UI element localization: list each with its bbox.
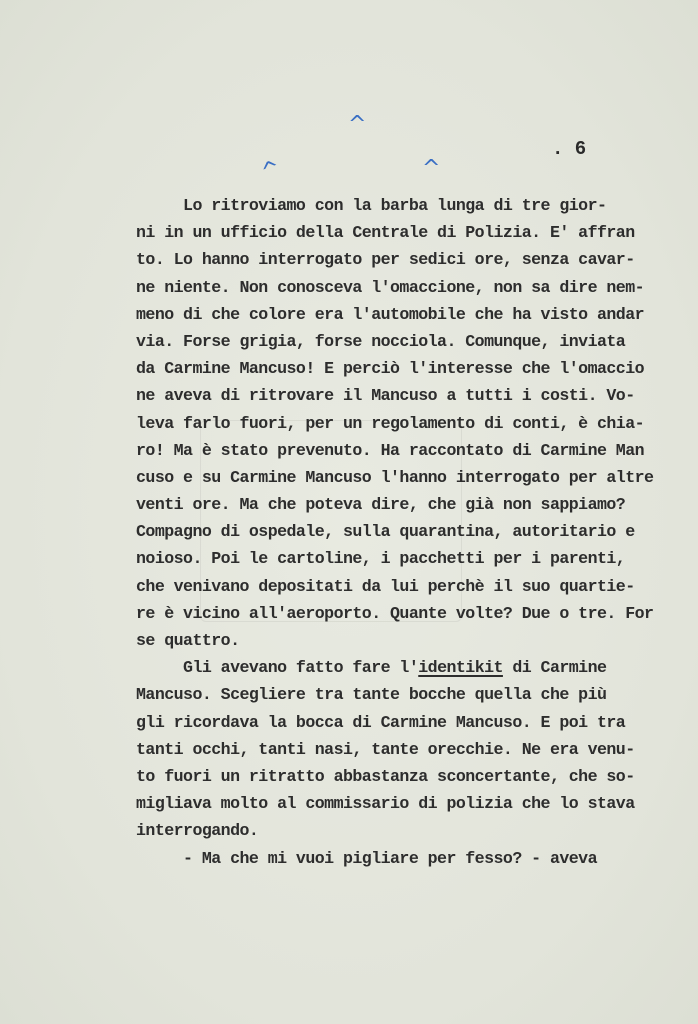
proof-caret-mark: ^ xyxy=(422,156,441,181)
text-line: tanti occhi, tanti nasi, tante orecchie. Ne era venu- xyxy=(136,739,635,759)
text-line: ro! Ma è stato prevenuto. Ha raccontato di Carmine Man xyxy=(136,440,645,460)
text-line: venti ore. Ma che poteva dire, che già non sappiamo? xyxy=(136,495,626,515)
text-line: Gli avevano fatto fare l'identikit di Carmine xyxy=(136,658,607,678)
text-line: da Carmine Mancuso! E perciò l'interesse che l'omaccio xyxy=(136,359,645,379)
text-line: ne aveva di ritrovare il Mancuso a tutti i costi. Vo- xyxy=(136,386,635,406)
text-line: re è vicino all'aeroporto. Quante volte? Due o tre. For xyxy=(136,603,654,623)
proof-caret-mark: ^ xyxy=(258,155,284,186)
text-line: - Ma che mi vuoi pigliare per fesso? - aveva xyxy=(136,848,597,868)
text-line: se quattro. xyxy=(136,631,240,650)
text-line: interrogando. xyxy=(136,821,259,841)
text-line: gli ricordava la bocca di Carmine Mancuso. E poi tra xyxy=(136,712,626,732)
underlined-word: identikit xyxy=(418,658,503,678)
text-line: noioso. Poi le cartoline, i pacchetti per i parenti, xyxy=(136,549,626,569)
text-line: to fuori un ritratto abbastanza sconcertante, che so- xyxy=(136,766,635,786)
text-line: migliava molto al commissario di polizia che lo stava xyxy=(136,794,635,814)
page-number: . 6 xyxy=(552,138,587,160)
text-line: ni in un ufficio della Centrale di Polizia. E' affran xyxy=(136,223,635,243)
text-line: Lo ritroviamo con la barba lunga di tre gior- xyxy=(136,196,607,215)
proof-caret-mark: ^ xyxy=(348,112,367,137)
text-line: via. Forse grigia, forse nocciola. Comunque, inviata xyxy=(136,331,626,351)
text-line: meno di che colore era l'automobile che ha visto andar xyxy=(136,304,645,324)
body-text xyxy=(136,192,654,872)
text-line: Compagno di ospedale, sulla quarantina, autoritario e xyxy=(136,522,635,542)
text-line: cuso e su Carmine Mancuso l'hanno interrogato per altre xyxy=(136,467,654,487)
text-line: to. Lo hanno interrogato per sedici ore, senza cavar- xyxy=(136,250,635,270)
text-line: ne niente. Non conosceva l'omaccione, non sa dire nem- xyxy=(136,277,645,297)
text-line: Mancuso. Scegliere tra tante bocche quella che più xyxy=(136,685,607,705)
text-line: che venivano depositati da lui perchè il suo quartie- xyxy=(136,576,635,596)
text-line: leva farlo fuori, per un regolamento di conti, è chia- xyxy=(136,413,645,433)
